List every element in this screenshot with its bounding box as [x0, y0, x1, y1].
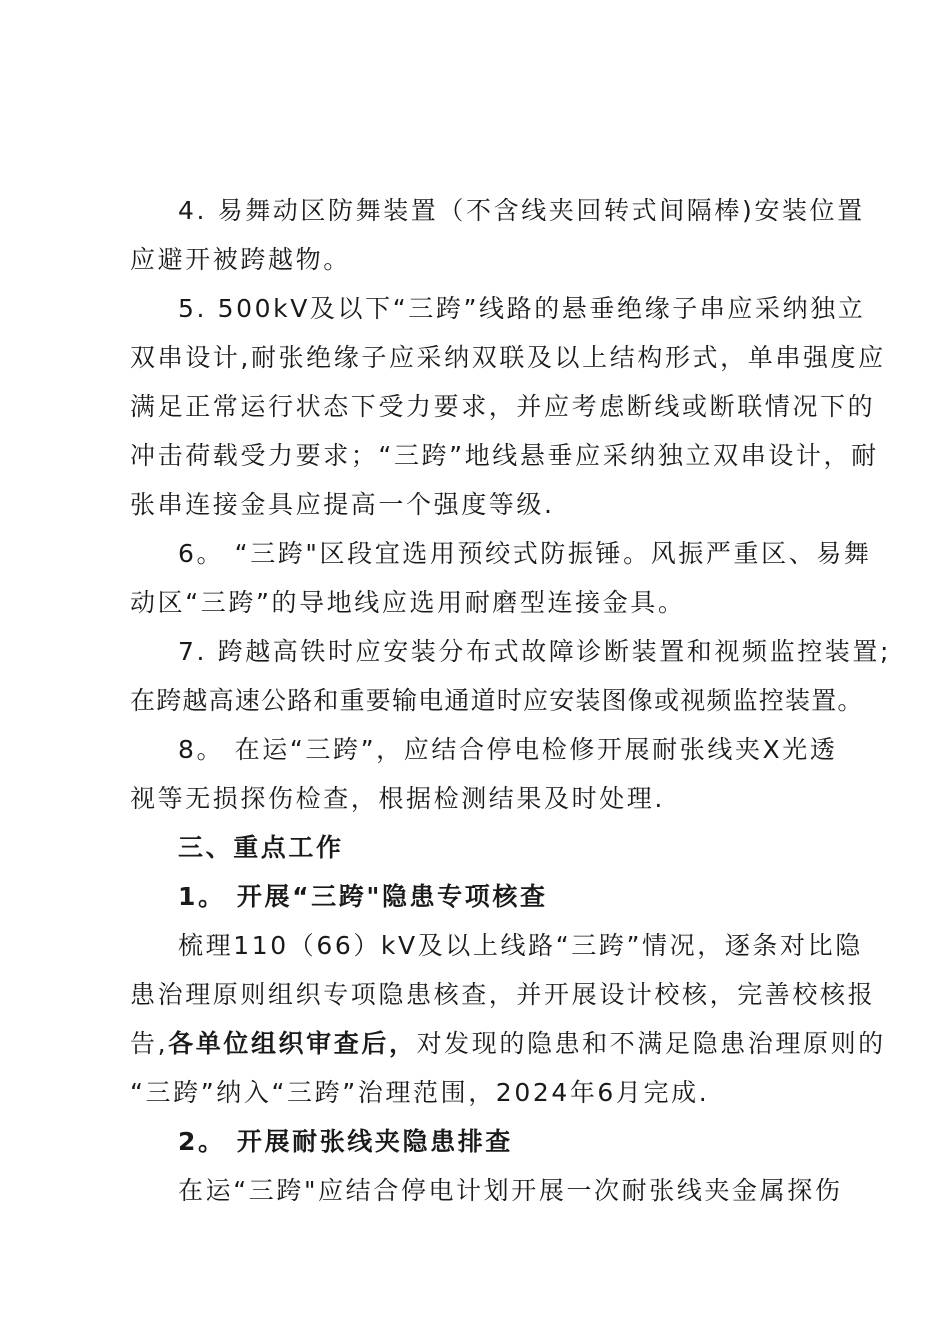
subheading-2: 2。 开展耐张线夹隐患排查	[178, 1127, 513, 1156]
subsection-1-line-1: 梳理110（66）kV及以上线路“三跨”情况，逐条对比隐	[178, 931, 863, 960]
section-heading-3: 三、重点工作	[178, 833, 344, 862]
paragraph-4-line-1: 4. 易舞动区防舞装置（不含线夹回转式间隔棒)安装位置	[178, 196, 865, 225]
paragraph-7-line-2: 在跨越高速公路和重要输电通道时应安装图像或视频监控装置。	[130, 686, 864, 715]
paragraph-6-line-1: 6。 “三跨"区段宜选用预绞式防振锤。风振严重区、易舞	[178, 539, 872, 568]
paragraph-8-line-2: 视等无损探伤检查，根据检测结果及时处理.	[130, 784, 665, 813]
subsection-1-line-3-suffix: 对发现的隐患和不满足隐患治理原则的	[416, 1029, 886, 1058]
paragraph-8-line-1: 8。 在运“三跨”，应结合停电检修开展耐张线夹X光透	[178, 735, 838, 764]
subheading-1: 1。 开展“三跨"隐患专项核查	[178, 882, 548, 911]
subsection-1-line-4: “三跨”纳入“三跨”治理范围，2024年6月完成.	[130, 1078, 710, 1107]
subsection-1-line-3	[130, 1028, 886, 1060]
paragraph-5-line-5: 张串连接金具应提高一个强度等级.	[130, 490, 555, 519]
paragraph-4-line-2: 应避开被跨越物。	[130, 245, 351, 274]
paragraph-5-line-2: 双串设计,耐张绝缘子应采纳双联及以上结构形式，单串强度应	[130, 343, 886, 372]
paragraph-5-line-1: 5. 500kV及以下“三跨”线路的悬垂绝缘子串应采纳独立	[178, 294, 866, 323]
subsection-2-line-1: 在运“三跨"应结合停电计划开展一次耐张线夹金属探伤	[178, 1176, 843, 1205]
subsection-1-line-2: 患治理原则组织专项隐患核查，并开展设计校核，完善校核报	[130, 980, 876, 1009]
paragraph-6-line-2: 动区“三跨”的导地线应选用耐磨型连接金具。	[130, 588, 686, 617]
paragraph-5-line-3: 满足正常运行状态下受力要求，并应考虑断线或断联情况下的	[130, 392, 876, 421]
subsection-1-line-3-prefix: 告,	[130, 1029, 169, 1058]
paragraph-5-line-4: 冲击荷载受力要求；“三跨”地线悬垂应采纳独立双串设计，耐	[130, 441, 879, 470]
paragraph-7-line-1: 7. 跨越高铁时应安装分布式故障诊断装置和视频监控装置;	[178, 637, 892, 666]
subsection-1-emphasis: 各单位组织审查后，	[168, 1029, 417, 1058]
